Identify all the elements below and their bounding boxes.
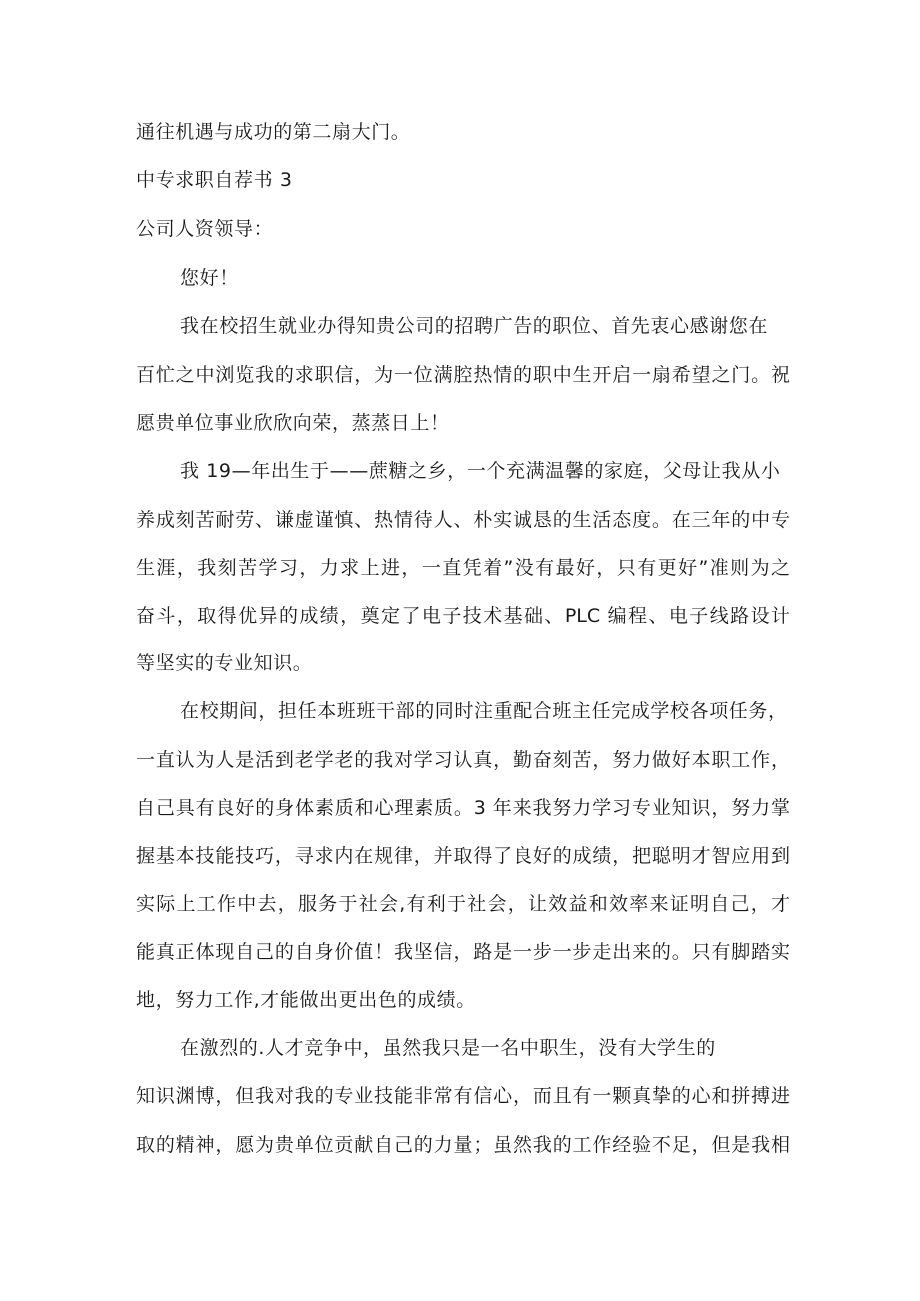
paragraph-1-line-2: 百忙之中浏览我的求职信，为一位满腔热情的职中生开启一扇希望之门。祝 <box>136 364 790 386</box>
paragraph-3-line-2: 一直认为人是活到老学老的我对学习认真，勤奋刻苦，努力做好本职工作， <box>136 749 790 771</box>
salutation: 公司人资领导： <box>136 218 274 240</box>
paragraph-3-line-7: 地，努力工作,才能做出更出色的成绩。 <box>136 989 476 1011</box>
paragraph-3-line-1: 在校期间，担任本班班干部的同时注重配合班主任完成学校各项任务， <box>180 700 788 722</box>
paragraph-3-line-6: 能真正体现自己的自身价值！我坚信，路是一步一步走出来的。只有脚踏实 <box>136 941 790 963</box>
paragraph-1-line-3: 愿贵单位事业欣欣向荣，蒸蒸日上！ <box>136 412 450 434</box>
paragraph-3-line-5: 实际上工作中去，服务于社会,有利于社会，让效益和效率来证明自己，才 <box>136 893 790 915</box>
paragraph-2-line-1: 我 19—年出生于——蔗糖之乡，一个充满温馨的家庭，父母让我从小 <box>180 460 781 482</box>
paragraph-1-line-1: 我在校招生就业办得知贵公司的招聘广告的职位、首先衷心感谢您在 <box>180 315 769 337</box>
paragraph-2-line-3: 生涯，我刻苦学习，力求上进，一直凭着”没有最好，只有更好”准则为之 <box>136 557 790 579</box>
greeting: 您好！ <box>180 267 239 289</box>
paragraph-2-line-4: 奋斗，取得优异的成绩，奠定了电子技术基础、PLC 编程、电子线路设计 <box>136 605 790 627</box>
paragraph-2-line-2: 养成刻苦耐劳、谦虚谨慎、热情待人、朴实诚恳的生活态度。在三年的中专 <box>136 509 790 531</box>
paragraph-3-line-3: 自己具有良好的身体素质和心理素质。3 年来我努力学习专业知识，努力掌 <box>136 797 790 819</box>
text-line-prev-ending: 通往机遇与成功的第二扇大门。 <box>136 121 411 143</box>
paragraph-2-line-5: 等坚实的专业知识。 <box>136 652 313 674</box>
paragraph-3-line-4: 握基本技能技巧，寻求内在规律，并取得了良好的成绩，把聪明才智应用到 <box>136 845 790 867</box>
letter-heading: 中专求职自荐书 3 <box>136 169 293 191</box>
paragraph-4-line-3: 取的精神，愿为贵单位贡献自己的力量；虽然我的工作经验不足，但是我相 <box>136 1134 790 1156</box>
paragraph-4-line-2: 知识渊博，但我对我的专业技能非常有信心，而且有一颗真挚的心和拼搏进 <box>136 1085 790 1107</box>
paragraph-4-line-1: 在激烈的.人才竞争中，虽然我只是一名中职生，没有大学生的 <box>180 1037 716 1059</box>
